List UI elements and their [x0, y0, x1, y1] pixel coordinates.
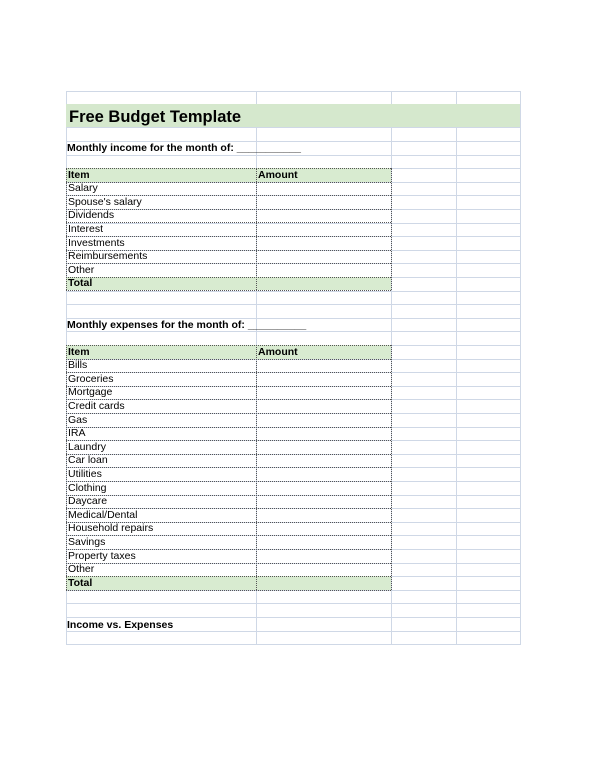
table-row-border: [66, 590, 391, 591]
table-row-border: [66, 168, 391, 169]
grid-row-line: [66, 617, 520, 618]
item-label: Utilities: [68, 467, 102, 480]
item-label: Dividends: [68, 209, 115, 222]
table-header-row: [66, 345, 391, 359]
item-label: IRA: [68, 427, 86, 440]
amount-cell[interactable]: [257, 523, 390, 535]
grid-row-line: [66, 644, 520, 645]
total-amount-cell[interactable]: [257, 577, 390, 589]
total-label: Total: [68, 576, 93, 589]
item-label: Bills: [68, 359, 88, 372]
amount-cell[interactable]: [257, 550, 390, 562]
table-column-border: [391, 345, 392, 590]
amount-cell[interactable]: [257, 428, 390, 440]
item-label: Clothing: [68, 481, 107, 494]
amount-cell[interactable]: [257, 536, 390, 548]
amount-cell[interactable]: [257, 237, 390, 249]
table-row-border: [66, 290, 391, 291]
item-label: Daycare: [68, 495, 108, 508]
item-label: Medical/Dental: [68, 508, 138, 521]
amount-cell[interactable]: [257, 360, 390, 372]
expenses-heading: Monthly expenses for the month of: __________: [67, 319, 307, 331]
grid-row-line: [66, 304, 520, 305]
table-column-border: [391, 168, 392, 290]
item-label: Spouse's salary: [68, 195, 142, 208]
column-header-item: Item: [68, 168, 90, 181]
amount-cell[interactable]: [257, 468, 390, 480]
amount-cell[interactable]: [257, 441, 390, 453]
amount-cell[interactable]: [257, 482, 390, 494]
grid-column-line: [520, 91, 521, 645]
item-label: Other: [68, 563, 95, 576]
item-label: Gas: [68, 413, 88, 426]
item-label: Car loan: [68, 454, 108, 467]
amount-cell[interactable]: [257, 400, 390, 412]
amount-cell[interactable]: [257, 196, 390, 208]
total-label: Total: [68, 277, 93, 290]
amount-cell[interactable]: [257, 210, 390, 222]
amount-cell[interactable]: [257, 414, 390, 426]
item-label: Household repairs: [68, 522, 154, 535]
item-label: Interest: [68, 222, 104, 235]
grid-row-line: [66, 91, 520, 92]
column-header-amount: Amount: [258, 345, 298, 358]
table-row-border: [66, 345, 391, 346]
amount-cell[interactable]: [257, 251, 390, 263]
total-amount-cell[interactable]: [257, 278, 390, 290]
item-label: Laundry: [68, 440, 106, 453]
table-header-row: [66, 168, 391, 182]
amount-cell[interactable]: [257, 264, 390, 276]
item-label: Savings: [68, 535, 106, 548]
item-label: Reimbursements: [68, 250, 148, 263]
amount-cell[interactable]: [257, 183, 390, 195]
item-label: Mortgage: [68, 386, 113, 399]
item-label: Other: [68, 263, 95, 276]
amount-cell[interactable]: [257, 564, 390, 576]
item-label: Property taxes: [68, 549, 136, 562]
amount-cell[interactable]: [257, 223, 390, 235]
income-vs-expenses-heading: Income vs. Expenses: [67, 619, 174, 631]
item-label: Investments: [68, 236, 125, 249]
page-title: Free Budget Template: [69, 108, 242, 126]
column-header-item: Item: [68, 345, 90, 358]
amount-cell[interactable]: [257, 373, 390, 385]
column-header-amount: Amount: [258, 168, 298, 181]
table-column-border: [66, 345, 67, 590]
amount-cell[interactable]: [257, 509, 390, 521]
item-label: Groceries: [68, 372, 114, 385]
item-label: Salary: [68, 182, 98, 195]
amount-cell[interactable]: [257, 496, 390, 508]
grid-row-line: [66, 603, 520, 604]
table-column-border: [66, 168, 67, 290]
item-label: Credit cards: [68, 399, 125, 412]
amount-cell[interactable]: [257, 387, 390, 399]
amount-cell[interactable]: [257, 455, 390, 467]
income-heading: Monthly income for the month of: ___________: [67, 142, 301, 154]
